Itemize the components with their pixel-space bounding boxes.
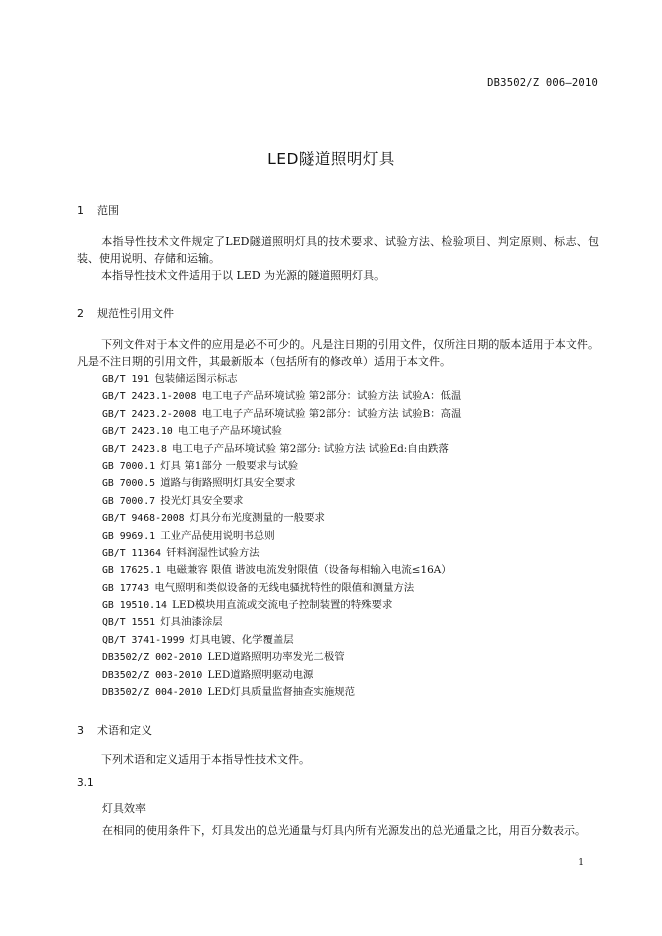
document-code: DB3502/Z 006—2010: [487, 77, 598, 89]
reference-code: GB 9969.1: [102, 530, 156, 542]
reference-code: GB 17625.1: [102, 565, 161, 577]
scope-paragraph-1: 本指导性技术文件规定了LED隧道照明灯具的技术要求、试验方法、检验项目、判定原则、标志、包装、使用说明、存储和运输。: [77, 235, 599, 265]
references-intro-paragraph: 下列文件对于本文件的应用是必不可少的。凡是注日期的引用文件，仅所注日期的版本适用于本文件。凡是不注日期的引用文件，其最新版本（包括所有的修改单）适用于本文件。: [77, 338, 599, 368]
reference-item: [102, 684, 461, 701]
reference-code: GB 17743: [102, 582, 150, 594]
section-title: 范围: [97, 204, 119, 217]
reference-item: [102, 371, 461, 388]
reference-item: [102, 597, 461, 614]
reference-title: 道路与街路照明灯具安全要求: [160, 477, 296, 490]
reference-item: [102, 580, 461, 597]
reference-title: LED道路照明功率发光二极管: [207, 651, 345, 664]
reference-code: GB/T 11364: [102, 547, 161, 559]
subsection-number: 3.1: [77, 777, 94, 789]
reference-item: [102, 406, 461, 423]
reference-title: 灯具分布光度测量的一般要求: [189, 512, 325, 525]
reference-title: 灯具油漆涂层: [160, 616, 223, 629]
reference-title: 电工电子产品环境试验 第2部分：试验方法 试验A：低温: [201, 390, 462, 403]
reference-title: 电工电子产品环境试验: [177, 425, 282, 438]
reference-code: GB/T 2423.1-2008: [102, 391, 197, 403]
reference-title: LED模块用直流或交流电子控制装置的特殊要求: [172, 599, 393, 612]
reference-item: [102, 667, 461, 684]
term-heading: 灯具效率: [102, 802, 146, 815]
reference-code: GB 7000.5: [102, 478, 156, 490]
section-title: 规范性引用文件: [97, 307, 174, 320]
reference-title: 包装储运图示标志: [154, 373, 238, 385]
section-heading-2: [77, 305, 174, 321]
reference-code: GB 7000.7: [102, 495, 156, 507]
scope-paragraph-2: 本指导性技术文件适用于以 LED 为光源的隧道照明灯具。: [101, 269, 386, 282]
section-number: 2: [77, 307, 84, 320]
reference-title: 电磁兼容 限值 谐波电流发射限值（设备每相输入电流≤16A）: [166, 564, 452, 577]
reference-code: DB3502/Z 002-2010: [102, 652, 203, 664]
reference-title: 灯具 第1部分 一般要求与试验: [160, 459, 299, 472]
reference-code: DB3502/Z 003-2010: [102, 669, 203, 681]
reference-title: 工业产品使用说明书总则: [160, 529, 275, 542]
reference-title: 投光灯具安全要求: [160, 494, 244, 507]
term-definition: 在相同的使用条件下，灯具发出的总光通量与灯具内所有光源发出的总光通量之比，用百分数表示。: [102, 824, 586, 837]
section-heading-1: [77, 202, 119, 218]
page-number: 1: [578, 858, 584, 868]
reference-code: GB/T 2423.2-2008: [102, 408, 197, 420]
reference-code: GB 7000.1: [102, 460, 156, 472]
reference-title: 灯具电镀、化学覆盖层: [189, 633, 294, 646]
reference-item: [102, 510, 461, 527]
reference-item: [102, 388, 461, 405]
reference-item: [102, 562, 461, 579]
reference-item: [102, 423, 461, 440]
reference-title: LED道路照明驱动电源: [207, 668, 314, 681]
reference-item: [102, 441, 461, 458]
section-number: 3: [77, 724, 84, 737]
section-heading-3: [77, 722, 152, 738]
section-title: 术语和定义: [97, 724, 152, 737]
reference-item: [102, 458, 461, 475]
reference-code: GB/T 2423.10: [102, 426, 173, 438]
reference-code: GB/T 9468-2008: [102, 513, 185, 525]
section-number: 1: [77, 204, 84, 217]
reference-item: [102, 528, 461, 545]
reference-code: QB/T 3741-1999: [102, 634, 185, 646]
reference-code: GB/T 2423.8: [102, 443, 167, 455]
reference-item: [102, 493, 461, 510]
reference-item: [102, 545, 461, 562]
reference-item: [102, 649, 461, 666]
reference-code: GB/T 191: [102, 374, 150, 385]
reference-item: [102, 614, 461, 631]
reference-title: 电气照明和类似设备的无线电骚扰特性的限值和测量方法: [154, 581, 415, 594]
reference-item: [102, 475, 461, 492]
terms-intro-paragraph: 下列术语和定义适用于本指导性技术文件。: [101, 753, 310, 766]
reference-title: LED灯具质量监督抽查实施规范: [207, 686, 355, 699]
document-title: LED隧道照明灯具: [267, 150, 395, 168]
reference-code: GB 19510.14: [102, 600, 167, 612]
reference-item: [102, 632, 461, 649]
reference-title: 钎料润湿性试验方法: [166, 546, 260, 559]
reference-list: [102, 371, 461, 701]
reference-title: 电工电子产品环境试验 第2部分：试验方法 试验B：高温: [201, 407, 462, 420]
reference-code: QB/T 1551: [102, 617, 156, 629]
reference-title: 电工电子产品环境试验 第2部分: 试验方法 试验Ed:自由跌落: [172, 442, 449, 455]
reference-code: DB3502/Z 004-2010: [102, 687, 203, 699]
